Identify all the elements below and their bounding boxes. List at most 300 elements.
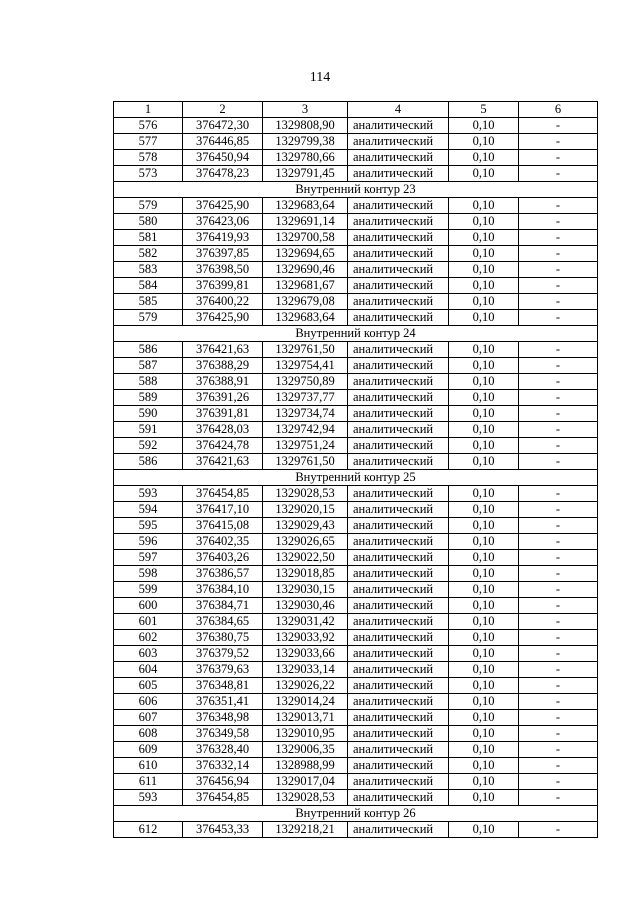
note-cell: - [519,294,598,310]
y-coordinate-cell: 1329030,15 [263,582,348,598]
y-coordinate-cell: 1329014,24 [263,694,348,710]
note-cell: - [519,486,598,502]
point-number-cell: 588 [114,374,183,390]
x-coordinate-cell: 376384,10 [183,582,263,598]
column-header: 6 [519,102,598,118]
method-cell: аналитический [348,358,449,374]
table-row [114,134,598,150]
accuracy-cell: 0,10 [449,150,519,166]
point-number-cell: 595 [114,518,183,534]
method-cell: аналитический [348,726,449,742]
accuracy-cell: 0,10 [449,390,519,406]
table-row [114,822,598,838]
table-row [114,262,598,278]
method-cell: аналитический [348,230,449,246]
y-coordinate-cell: 1329033,66 [263,646,348,662]
y-coordinate-cell: 1329031,42 [263,614,348,630]
method-cell: аналитический [348,774,449,790]
method-cell: аналитический [348,118,449,134]
y-coordinate-cell: 1329683,64 [263,198,348,214]
method-cell: аналитический [348,438,449,454]
x-coordinate-cell: 376421,63 [183,342,263,358]
table-row [114,518,598,534]
table-row [114,694,598,710]
x-coordinate-cell: 376384,71 [183,598,263,614]
note-cell: - [519,198,598,214]
table-row [114,550,598,566]
note-cell: - [519,646,598,662]
accuracy-cell: 0,10 [449,486,519,502]
section-row [114,182,598,198]
accuracy-cell: 0,10 [449,662,519,678]
x-coordinate-cell: 376348,98 [183,710,263,726]
accuracy-cell: 0,10 [449,550,519,566]
point-number-cell: 579 [114,310,183,326]
accuracy-cell: 0,10 [449,278,519,294]
section-row [114,470,598,486]
x-coordinate-cell: 376453,33 [183,822,263,838]
point-number-cell: 599 [114,582,183,598]
table-row [114,790,598,806]
x-coordinate-cell: 376417,10 [183,502,263,518]
method-cell: аналитический [348,566,449,582]
method-cell: аналитический [348,534,449,550]
method-cell: аналитический [348,710,449,726]
table-header-row [114,102,598,118]
point-number-cell: 587 [114,358,183,374]
x-coordinate-cell: 376379,63 [183,662,263,678]
method-cell: аналитический [348,518,449,534]
y-coordinate-cell: 1329694,65 [263,246,348,262]
accuracy-cell: 0,10 [449,742,519,758]
y-coordinate-cell: 1329679,08 [263,294,348,310]
accuracy-cell: 0,10 [449,566,519,582]
x-coordinate-cell: 376400,22 [183,294,263,310]
method-cell: аналитический [348,582,449,598]
x-coordinate-cell: 376397,85 [183,246,263,262]
note-cell: - [519,454,598,470]
point-number-cell: 576 [114,118,183,134]
column-header: 2 [183,102,263,118]
table-row [114,582,598,598]
method-cell: аналитический [348,598,449,614]
y-coordinate-cell: 1329033,92 [263,630,348,646]
table-row [114,726,598,742]
point-number-cell: 582 [114,246,183,262]
y-coordinate-cell: 1329683,64 [263,310,348,326]
method-cell: аналитический [348,822,449,838]
x-coordinate-cell: 376454,85 [183,486,263,502]
note-cell: - [519,742,598,758]
note-cell: - [519,518,598,534]
method-cell: аналитический [348,342,449,358]
table-row [114,422,598,438]
x-coordinate-cell: 376398,50 [183,262,263,278]
accuracy-cell: 0,10 [449,630,519,646]
note-cell: - [519,598,598,614]
column-header: 5 [449,102,519,118]
method-cell: аналитический [348,678,449,694]
x-coordinate-cell: 376388,91 [183,374,263,390]
accuracy-cell: 0,10 [449,422,519,438]
method-cell: аналитический [348,662,449,678]
x-coordinate-cell: 376428,03 [183,422,263,438]
y-coordinate-cell: 1329028,53 [263,486,348,502]
note-cell: - [519,374,598,390]
table-row [114,454,598,470]
point-number-cell: 581 [114,230,183,246]
point-number-cell: 592 [114,438,183,454]
note-cell: - [519,758,598,774]
section-label: Внутренний контур 26 [114,806,598,822]
accuracy-cell: 0,10 [449,358,519,374]
note-cell: - [519,438,598,454]
point-number-cell: 606 [114,694,183,710]
x-coordinate-cell: 376415,08 [183,518,263,534]
table-row [114,486,598,502]
point-number-cell: 608 [114,726,183,742]
table-row [114,278,598,294]
method-cell: аналитический [348,454,449,470]
note-cell: - [519,390,598,406]
table-row [114,198,598,214]
method-cell: аналитический [348,406,449,422]
note-cell: - [519,150,598,166]
y-coordinate-cell: 1329028,53 [263,790,348,806]
point-number-cell: 594 [114,502,183,518]
point-number-cell: 573 [114,166,183,182]
accuracy-cell: 0,10 [449,374,519,390]
note-cell: - [519,726,598,742]
note-cell: - [519,662,598,678]
y-coordinate-cell: 1329017,04 [263,774,348,790]
accuracy-cell: 0,10 [449,822,519,838]
note-cell: - [519,694,598,710]
y-coordinate-cell: 1329700,58 [263,230,348,246]
y-coordinate-cell: 1329690,46 [263,262,348,278]
column-header: 3 [263,102,348,118]
x-coordinate-cell: 376425,90 [183,310,263,326]
method-cell: аналитический [348,262,449,278]
y-coordinate-cell: 1329691,14 [263,214,348,230]
x-coordinate-cell: 376454,85 [183,790,263,806]
y-coordinate-cell: 1329026,22 [263,678,348,694]
section-label: Внутренний контур 24 [114,326,598,342]
x-coordinate-cell: 376351,41 [183,694,263,710]
x-coordinate-cell: 376478,23 [183,166,263,182]
method-cell: аналитический [348,694,449,710]
x-coordinate-cell: 376456,94 [183,774,263,790]
x-coordinate-cell: 376349,58 [183,726,263,742]
note-cell: - [519,566,598,582]
note-cell: - [519,166,598,182]
table-row [114,358,598,374]
x-coordinate-cell: 376388,29 [183,358,263,374]
point-number-cell: 590 [114,406,183,422]
coordinates-table [113,101,598,838]
method-cell: аналитический [348,150,449,166]
note-cell: - [519,358,598,374]
accuracy-cell: 0,10 [449,294,519,310]
point-number-cell: 580 [114,214,183,230]
y-coordinate-cell: 1328988,99 [263,758,348,774]
note-cell: - [519,230,598,246]
point-number-cell: 598 [114,566,183,582]
note-cell: - [519,310,598,326]
page-number: 114 [309,70,331,85]
method-cell: аналитический [348,390,449,406]
section-label: Внутренний контур 23 [114,182,598,198]
x-coordinate-cell: 376425,90 [183,198,263,214]
table-row [114,118,598,134]
note-cell: - [519,534,598,550]
x-coordinate-cell: 376332,14 [183,758,263,774]
x-coordinate-cell: 376399,81 [183,278,263,294]
method-cell: аналитический [348,614,449,630]
accuracy-cell: 0,10 [449,166,519,182]
table-row [114,390,598,406]
point-number-cell: 585 [114,294,183,310]
accuracy-cell: 0,10 [449,790,519,806]
note-cell: - [519,822,598,838]
method-cell: аналитический [348,134,449,150]
note-cell: - [519,262,598,278]
y-coordinate-cell: 1329029,43 [263,518,348,534]
note-cell: - [519,774,598,790]
accuracy-cell: 0,10 [449,646,519,662]
method-cell: аналитический [348,646,449,662]
accuracy-cell: 0,10 [449,230,519,246]
accuracy-cell: 0,10 [449,406,519,422]
y-coordinate-cell: 1329761,50 [263,342,348,358]
method-cell: аналитический [348,742,449,758]
y-coordinate-cell: 1329737,77 [263,390,348,406]
y-coordinate-cell: 1329754,41 [263,358,348,374]
table-row [114,342,598,358]
y-coordinate-cell: 1329791,45 [263,166,348,182]
point-number-cell: 612 [114,822,183,838]
table-row [114,246,598,262]
point-number-cell: 591 [114,422,183,438]
accuracy-cell: 0,10 [449,262,519,278]
point-number-cell: 609 [114,742,183,758]
y-coordinate-cell: 1329006,35 [263,742,348,758]
accuracy-cell: 0,10 [449,694,519,710]
accuracy-cell: 0,10 [449,726,519,742]
note-cell: - [519,214,598,230]
point-number-cell: 601 [114,614,183,630]
table-row [114,294,598,310]
x-coordinate-cell: 376384,65 [183,614,263,630]
point-number-cell: 607 [114,710,183,726]
table-row [114,758,598,774]
table-row [114,598,598,614]
x-coordinate-cell: 376348,81 [183,678,263,694]
accuracy-cell: 0,10 [449,310,519,326]
accuracy-cell: 0,10 [449,454,519,470]
note-cell: - [519,582,598,598]
method-cell: аналитический [348,310,449,326]
y-coordinate-cell: 1329734,74 [263,406,348,422]
y-coordinate-cell: 1329010,95 [263,726,348,742]
accuracy-cell: 0,10 [449,198,519,214]
table-row [114,150,598,166]
note-cell: - [519,118,598,134]
accuracy-cell: 0,10 [449,342,519,358]
method-cell: аналитический [348,630,449,646]
column-header: 1 [114,102,183,118]
method-cell: аналитический [348,422,449,438]
note-cell: - [519,134,598,150]
point-number-cell: 589 [114,390,183,406]
y-coordinate-cell: 1329218,21 [263,822,348,838]
note-cell: - [519,406,598,422]
method-cell: аналитический [348,278,449,294]
table-row [114,534,598,550]
x-coordinate-cell: 376380,75 [183,630,263,646]
table-row [114,502,598,518]
y-coordinate-cell: 1329030,46 [263,598,348,614]
method-cell: аналитический [348,486,449,502]
point-number-cell: 604 [114,662,183,678]
accuracy-cell: 0,10 [449,710,519,726]
table-row [114,646,598,662]
table-row [114,310,598,326]
accuracy-cell: 0,10 [449,118,519,134]
note-cell: - [519,422,598,438]
x-coordinate-cell: 376446,85 [183,134,263,150]
table-row [114,230,598,246]
x-coordinate-cell: 376379,52 [183,646,263,662]
point-number-cell: 586 [114,342,183,358]
table-row [114,438,598,454]
y-coordinate-cell: 1329750,89 [263,374,348,390]
note-cell: - [519,246,598,262]
point-number-cell: 579 [114,198,183,214]
point-number-cell: 583 [114,262,183,278]
table-body [114,118,598,838]
y-coordinate-cell: 1329026,65 [263,534,348,550]
x-coordinate-cell: 376403,26 [183,550,263,566]
accuracy-cell: 0,10 [449,614,519,630]
point-number-cell: 584 [114,278,183,294]
point-number-cell: 578 [114,150,183,166]
table-row [114,406,598,422]
y-coordinate-cell: 1329022,50 [263,550,348,566]
method-cell: аналитический [348,166,449,182]
section-row [114,806,598,822]
point-number-cell: 600 [114,598,183,614]
accuracy-cell: 0,10 [449,774,519,790]
y-coordinate-cell: 1329808,90 [263,118,348,134]
table-row [114,374,598,390]
point-number-cell: 593 [114,790,183,806]
table-row [114,566,598,582]
table-row [114,662,598,678]
y-coordinate-cell: 1329742,94 [263,422,348,438]
note-cell: - [519,550,598,566]
note-cell: - [519,710,598,726]
y-coordinate-cell: 1329018,85 [263,566,348,582]
x-coordinate-cell: 376328,40 [183,742,263,758]
accuracy-cell: 0,10 [449,438,519,454]
accuracy-cell: 0,10 [449,246,519,262]
point-number-cell: 603 [114,646,183,662]
table-row [114,614,598,630]
accuracy-cell: 0,10 [449,598,519,614]
point-number-cell: 586 [114,454,183,470]
x-coordinate-cell: 376424,78 [183,438,263,454]
point-number-cell: 597 [114,550,183,566]
table-row [114,710,598,726]
method-cell: аналитический [348,294,449,310]
note-cell: - [519,614,598,630]
y-coordinate-cell: 1329033,14 [263,662,348,678]
accuracy-cell: 0,10 [449,678,519,694]
note-cell: - [519,502,598,518]
x-coordinate-cell: 376419,93 [183,230,263,246]
x-coordinate-cell: 376450,94 [183,150,263,166]
note-cell: - [519,630,598,646]
table-row [114,214,598,230]
x-coordinate-cell: 376402,35 [183,534,263,550]
accuracy-cell: 0,10 [449,134,519,150]
table-row [114,742,598,758]
x-coordinate-cell: 376391,26 [183,390,263,406]
point-number-cell: 596 [114,534,183,550]
accuracy-cell: 0,10 [449,214,519,230]
x-coordinate-cell: 376391,81 [183,406,263,422]
y-coordinate-cell: 1329799,38 [263,134,348,150]
method-cell: аналитический [348,758,449,774]
method-cell: аналитический [348,550,449,566]
accuracy-cell: 0,10 [449,518,519,534]
y-coordinate-cell: 1329761,50 [263,454,348,470]
note-cell: - [519,342,598,358]
method-cell: аналитический [348,198,449,214]
section-row [114,326,598,342]
method-cell: аналитический [348,214,449,230]
accuracy-cell: 0,10 [449,758,519,774]
accuracy-cell: 0,10 [449,582,519,598]
x-coordinate-cell: 376421,63 [183,454,263,470]
accuracy-cell: 0,10 [449,502,519,518]
method-cell: аналитический [348,246,449,262]
point-number-cell: 611 [114,774,183,790]
table-row [114,774,598,790]
table-row [114,630,598,646]
point-number-cell: 610 [114,758,183,774]
y-coordinate-cell: 1329780,66 [263,150,348,166]
point-number-cell: 593 [114,486,183,502]
y-coordinate-cell: 1329013,71 [263,710,348,726]
section-label: Внутренний контур 25 [114,470,598,486]
x-coordinate-cell: 376423,06 [183,214,263,230]
point-number-cell: 577 [114,134,183,150]
note-cell: - [519,678,598,694]
method-cell: аналитический [348,790,449,806]
table-row [114,166,598,182]
column-header: 4 [348,102,449,118]
table-row [114,678,598,694]
method-cell: аналитический [348,502,449,518]
y-coordinate-cell: 1329020,15 [263,502,348,518]
x-coordinate-cell: 376472,30 [183,118,263,134]
point-number-cell: 605 [114,678,183,694]
y-coordinate-cell: 1329681,67 [263,278,348,294]
y-coordinate-cell: 1329751,24 [263,438,348,454]
method-cell: аналитический [348,374,449,390]
